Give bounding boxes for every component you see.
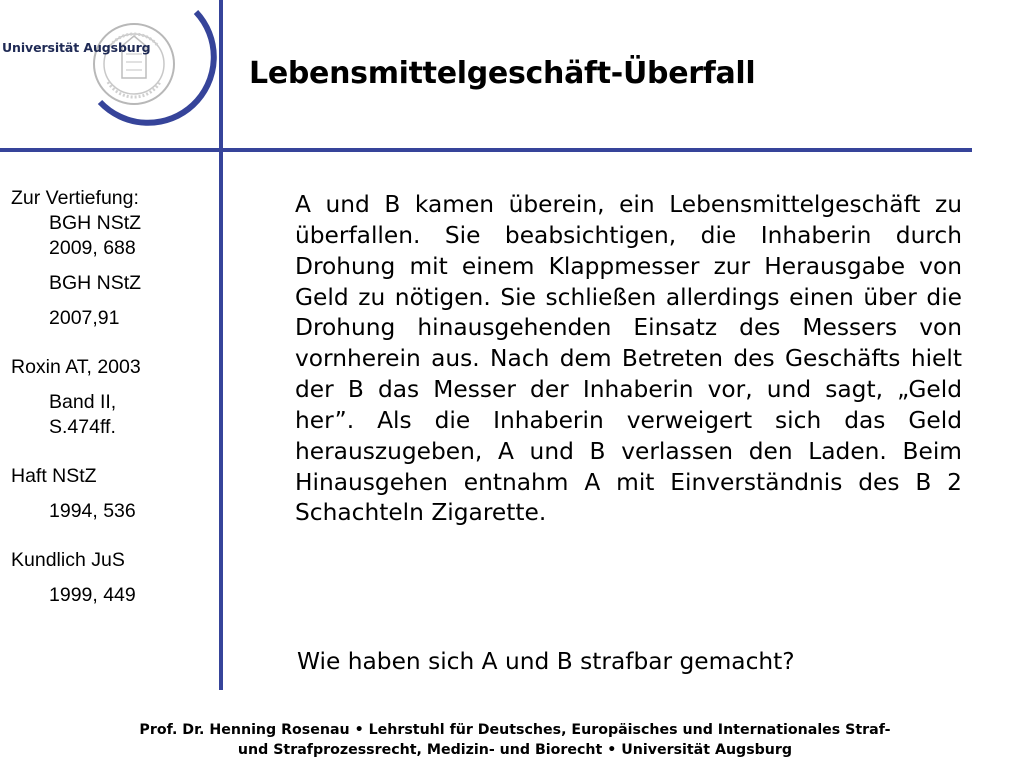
reference-citation: 1994, 536: [49, 500, 136, 522]
university-seal-icon: [88, 6, 218, 136]
footer: [40, 720, 990, 760]
reference-item: [11, 548, 211, 608]
reference-citation: BGH NStZ 2009, 688: [49, 212, 142, 259]
reference-heading: Zur Vertiefung:: [11, 187, 139, 209]
footer-line: und Strafprozessrecht, Medizin- und Biorecht • Universität Augsburg: [237, 742, 793, 758]
university-name: Universität Augsburg: [2, 40, 151, 55]
reference-heading: Roxin AT, 2003: [11, 356, 141, 378]
reference-heading: Haft NStZ: [11, 465, 97, 487]
vertical-divider: [219, 0, 223, 690]
reference-heading: Kundlich JuS: [11, 549, 125, 571]
university-logo: [0, 0, 215, 140]
case-question: Wie haben sich A und B strafbar gemacht?: [297, 648, 795, 675]
footer-line: Prof. Dr. Henning Rosenau • Lehrstuhl für Deutsches, Europäisches und Internationales Straf-: [139, 722, 891, 738]
reference-item: [11, 355, 211, 440]
slide-title: Lebensmittelgeschäft-Überfall: [249, 56, 756, 91]
reference-citation: 1999, 449: [49, 584, 136, 606]
reference-citation: 2007,91: [49, 307, 120, 329]
reference-item: [11, 186, 211, 331]
reference-item: [11, 464, 211, 524]
reference-citation: BGH NStZ: [49, 272, 142, 294]
horizontal-divider: [0, 148, 972, 152]
references-sidebar: [11, 186, 211, 608]
reference-citation: Band II, S.474ff.: [49, 391, 117, 438]
case-description: A und B kamen überein, ein Lebensmittelgeschäft zu überfallen. Sie beabsichtigen, die Inhaberin durch Drohung mit einem Klappmesser zur Herausgabe von Geld zu nötigen. Sie schließen allerdings einen über die Drohung hinausgehenden Einsatz des Messers von vornherein aus. Nach dem Betreten des Geschäfts hielt der B das Messer der Inhaberin vor, und sagt, „Geld her”. Als die Inhaberin verweigert sich das Geld herauszugeben, A und B verlassen den Laden. Beim Hinausgehen entnahm A mit Einverständnis des B 2 Schachteln Zigarette.: [295, 191, 962, 527]
